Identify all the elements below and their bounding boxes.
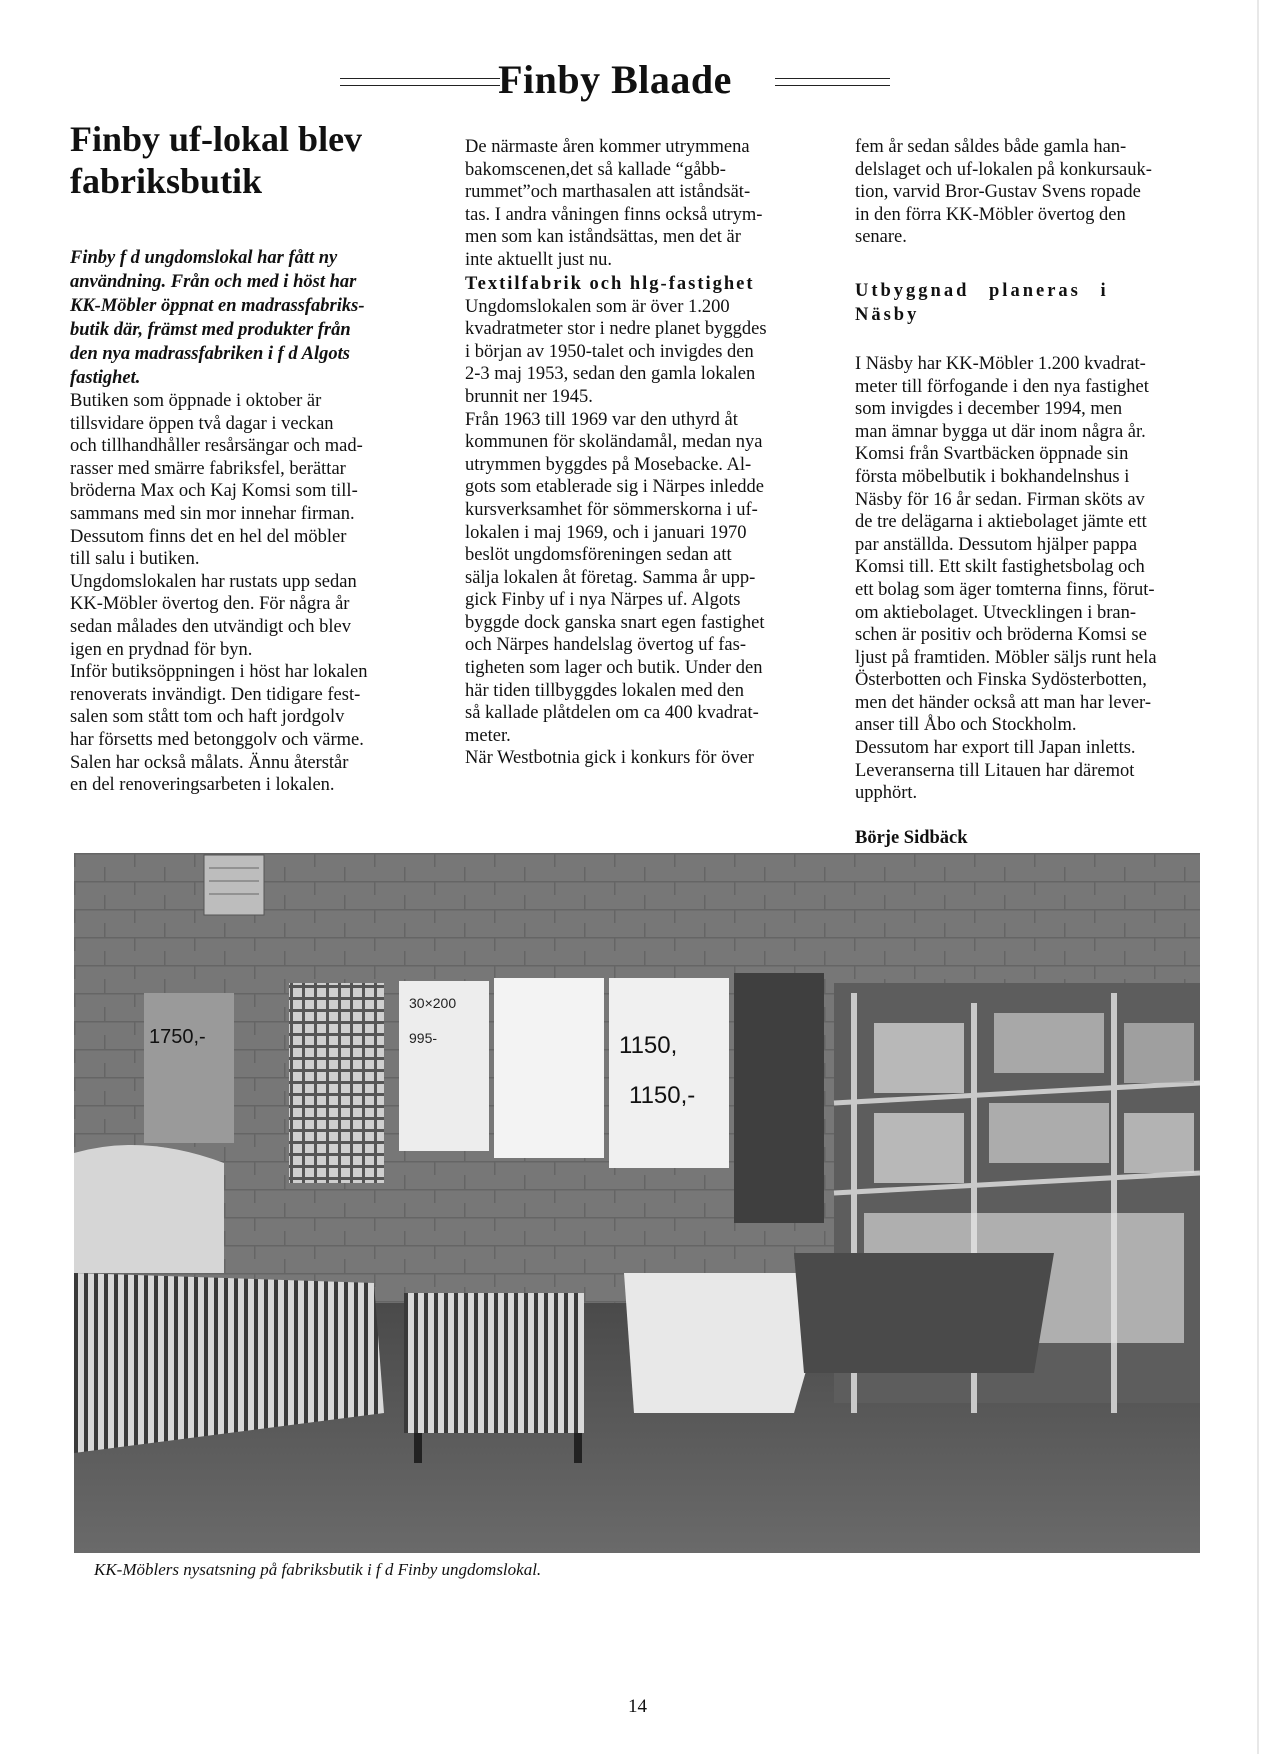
text-line: rasser med smärre fabriksfel, berättar xyxy=(70,458,346,479)
column-3-body xyxy=(855,353,1175,805)
text-line: meter. xyxy=(465,725,511,746)
tag-size: 30×200 xyxy=(409,995,457,1011)
text-line: kursverksamhet för sömmerskorna i uf- xyxy=(465,499,758,520)
text-line: sälja lokalen åt företag. Samma år upp- xyxy=(465,567,756,588)
text-line: När Westbotnia gick i konkurs för över xyxy=(465,748,754,769)
text-line: utrymmen byggdes på Mosebacke. Al- xyxy=(465,454,752,475)
masthead xyxy=(330,56,900,106)
headline-line-1: Finby uf-lokal blev xyxy=(70,119,363,159)
text-line: Österbotten och Finska Sydösterbotten, xyxy=(855,670,1147,691)
text-line: bakomscenen,det så kallade “gåbb- xyxy=(465,159,726,180)
text-line: upphört. xyxy=(855,783,918,804)
text-line: de tre delägarna i aktiebolaget jämte ett xyxy=(855,512,1147,533)
text-line: salen som stått tom och haft jordgolv xyxy=(70,707,345,728)
text-line: Ungdomslokalen som är över 1.200 xyxy=(465,296,730,317)
column-2-body xyxy=(465,296,783,770)
text-line: byggde dock ganska snart egen fastighet xyxy=(465,612,765,633)
text-line: man ämnar bygga ut där inom några år. xyxy=(855,421,1146,442)
subhead-utbyggnad: Utbyggnad planeras i Näsby xyxy=(855,280,1109,325)
column-2 xyxy=(465,136,783,770)
text-line: tigheten som lager och butik. Under den xyxy=(465,658,763,679)
scan-edge xyxy=(1257,0,1259,1754)
column-1 xyxy=(70,118,382,797)
text-line: brunnit ner 1945. xyxy=(465,386,593,407)
text-line: KK-Möbler övertog den. För några år xyxy=(70,594,350,615)
text-line: ett bolag som äger tomterna finns, förut- xyxy=(855,579,1155,600)
text-line: Inför butiksöppningen i höst har lokalen xyxy=(70,662,368,683)
text-line: sammans med sin mor innehar firman. xyxy=(70,503,355,524)
photo-caption: KK-Möblers nysatsning på fabriksbutik i f d Finby ungdomslokal. xyxy=(94,1560,542,1579)
text-line: beslöt ungdomsföreningen sedan att xyxy=(465,545,732,566)
text-line: tas. I andra våningen finns också utrym- xyxy=(465,204,763,225)
text-line: Leveranserna till Litauen har däremot xyxy=(855,760,1135,781)
headboard xyxy=(74,1145,224,1273)
text-line: Komsi till. Ett skilt fastighetsbolag och xyxy=(855,557,1145,578)
article-headline xyxy=(70,118,382,202)
headline-line-2: fabriksbutik xyxy=(70,161,263,201)
text-line: har försetts med betonggolv och värme. xyxy=(70,729,364,750)
wall-vent xyxy=(204,855,264,915)
text-line: Dessutom finns det en hel del möbler xyxy=(70,526,347,547)
text-line: första möbelbutik i bokhandelnshus i xyxy=(855,466,1130,487)
text-line: in den förra KK-Möbler övertog den xyxy=(855,204,1126,225)
page-number: 14 xyxy=(628,1696,647,1717)
text-line: senare. xyxy=(855,227,907,248)
text-line: ljust på framtiden. Möbler säljs runt hela xyxy=(855,647,1157,668)
column-3-intro xyxy=(855,136,1175,249)
subhead-textilfabrik: Textilfabrik och hlg-fastighet xyxy=(465,273,755,294)
text-line: Komsi från Svartbäcken öppnade sin xyxy=(855,444,1129,465)
tag-price-1150-b: 1150,- xyxy=(629,1082,696,1109)
text-line: om aktiebolaget. Utvecklingen i bran- xyxy=(855,602,1137,623)
text-line: tillsvidare öppen två dagar i veckan xyxy=(70,413,334,434)
text-line: Näsby för 16 år sedan. Firman sköts av xyxy=(855,489,1145,510)
column-2-intro xyxy=(465,136,783,272)
text-line: anser till Åbo och Stockholm. xyxy=(855,715,1077,736)
text-line: Från 1963 till 1969 var den uthyrd åt xyxy=(465,409,738,430)
masthead-title: Finby Blaade xyxy=(498,57,732,102)
author-byline: Börje Sidbäck xyxy=(855,827,968,848)
showroom-photo xyxy=(74,853,1200,1553)
text-line: De närmaste åren kommer utrymmena xyxy=(465,137,750,157)
text-line: Dessutom har export till Japan inletts. xyxy=(855,738,1136,759)
tag-price-995: 995- xyxy=(409,1030,438,1046)
text-line: men som kan iståndsättas, men det är xyxy=(465,227,741,248)
text-line: i början av 1950-talet och invigdes den xyxy=(465,341,754,362)
text-line: fem år sedan såldes både gamla han- xyxy=(855,137,1127,157)
text-line: tion, varvid Bror-Gustav Svens ropade xyxy=(855,182,1141,203)
text-line: så kallade plåtdelen om ca 400 kvadrat- xyxy=(465,703,759,724)
text-line: meter till förfogande i den nya fastighet xyxy=(855,376,1149,397)
text-line: Salen har också målats. Ännu återstår xyxy=(70,752,349,773)
text-line: gick Finby uf i nya Närpes uf. Algots xyxy=(465,590,741,611)
text-line: en del renoveringsarbeten i lokalen. xyxy=(70,775,335,796)
text-line: som invigdes i december 1994, men xyxy=(855,399,1123,420)
text-line: gots som etablerade sig i Närpes inledde xyxy=(465,477,764,498)
text-line: till salu i butiken. xyxy=(70,549,200,570)
text-line: kvadratmeter stor i nedre planet byggdes xyxy=(465,319,767,340)
text-line: 2-3 maj 1953, sedan den gamla lokalen xyxy=(465,364,756,385)
masthead-rule-right xyxy=(775,78,890,86)
tag-price-1750: 1750,- xyxy=(149,1026,206,1048)
text-line: lokalen i maj 1969, och i januari 1970 xyxy=(465,522,747,543)
text-line: inte aktuellt just nu. xyxy=(465,249,612,270)
column-3 xyxy=(855,136,1175,849)
text-line: par anställda. Dessutom hjälper pappa xyxy=(855,534,1138,555)
text-line: bröderna Max och Kaj Komsi som till- xyxy=(70,481,358,502)
text-line: kommunen för skoländamål, medan nya xyxy=(465,432,763,453)
text-line: sedan målades den utvändigt och blev xyxy=(70,616,352,637)
text-line: igen en prydnad för byn. xyxy=(70,639,253,660)
photo-illustration xyxy=(74,853,1200,1553)
tag-price-1150-a: 1150, xyxy=(619,1032,678,1059)
text-line: I Näsby har KK-Möbler 1.200 kvadrat- xyxy=(855,353,1146,374)
text-line: och Närpes handelslag övertog uf fas- xyxy=(465,635,746,656)
column-1-body xyxy=(70,390,382,797)
text-line: och tillhandhåller resårsängar och mad- xyxy=(70,436,363,457)
text-line: renoverats invändigt. Den tidigare fest- xyxy=(70,684,361,705)
text-line: delslaget och uf-lokalen på konkursauk- xyxy=(855,159,1152,180)
text-line: men det händer också att man har lever- xyxy=(855,692,1152,713)
text-line: rummet”och marthasalen att iståndsät- xyxy=(465,182,751,203)
text-line: Butiken som öppnade i oktober är xyxy=(70,391,322,411)
text-line: Ungdomslokalen har rustats upp sedan xyxy=(70,571,357,592)
article-lead: Finby f d ungdomslokal har fått ny användning. Från och med i höst har KK-Möbler öppnat en madrassfabriks-butik där, främst med produkter från den nya madrassfabriken i f d Algots fastighet. xyxy=(70,248,365,388)
text-line: schen är positiv och bröderna Komsi se xyxy=(855,625,1147,646)
text-line: här tiden tillbyggdes lokalen med den xyxy=(465,680,744,701)
